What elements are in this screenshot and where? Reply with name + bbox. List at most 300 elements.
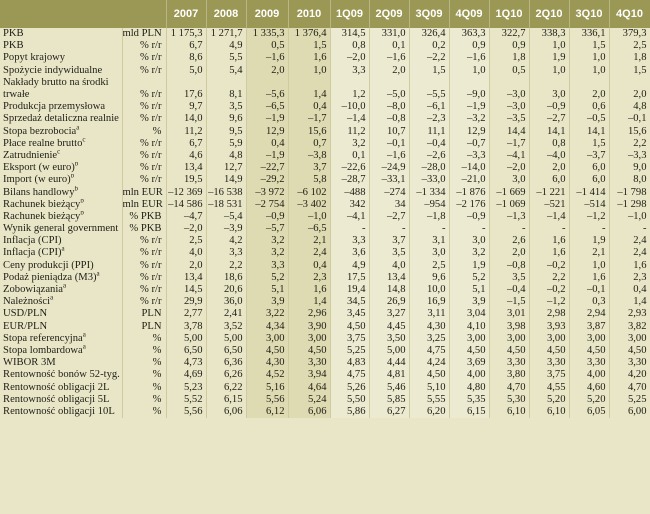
value-cell: 3,9	[246, 296, 288, 308]
value-cell: –0,9	[449, 211, 489, 223]
value-cell: –0,9	[529, 101, 569, 113]
value-cell: –2,0	[489, 162, 529, 174]
row-label	[0, 89, 122, 101]
row-label-text: Popyt krajowy	[3, 52, 66, 64]
value-cell: –12 369	[166, 186, 206, 198]
value-cell: 0,7	[288, 138, 330, 150]
value-cell: 6,10	[529, 406, 569, 418]
row-label-text: Inflacja (CPI)	[3, 235, 62, 247]
column-header: 4Q09	[449, 0, 489, 28]
value-cell: 2,0	[246, 65, 288, 77]
value-cell: 2,94	[569, 308, 609, 320]
value-cell: –3,9	[206, 223, 246, 235]
table-row	[0, 260, 650, 272]
table-row	[0, 406, 650, 418]
table-row	[0, 162, 650, 174]
value-cell: –1,6	[369, 150, 409, 162]
value-cell: –1,8	[409, 211, 449, 223]
value-cell: 3,00	[449, 333, 489, 345]
value-cell: 3,30	[288, 357, 330, 369]
value-cell: –4,7	[166, 211, 206, 223]
value-cell: 6,0	[529, 174, 569, 186]
row-label-text: USD/PLN	[3, 308, 48, 320]
table-row	[0, 308, 650, 320]
value-cell: –0,2	[529, 260, 569, 272]
row-label	[0, 394, 122, 406]
row-label-text: Rachunek bieżący	[3, 198, 81, 210]
value-cell: 4,50	[569, 345, 609, 357]
value-cell: –6,5	[288, 223, 330, 235]
value-cell: 2,2	[529, 272, 569, 284]
row-label-text: Stopa bezrobocia	[3, 125, 77, 137]
row-unit: % r/r	[122, 260, 166, 272]
value-cell: –1 414	[569, 186, 609, 198]
value-cell: 331,0	[369, 28, 409, 40]
value-cell: 6,7	[166, 40, 206, 52]
value-cell: –1,0	[288, 211, 330, 223]
footnote-marker: a	[96, 271, 100, 278]
value-cell: 5,20	[529, 394, 569, 406]
row-label	[0, 223, 122, 235]
value-cell	[489, 77, 529, 89]
value-cell: 5,5	[206, 52, 246, 64]
value-cell: –33,1	[369, 174, 409, 186]
row-label	[0, 345, 122, 357]
row-label-text: WIBOR 3M	[3, 357, 56, 369]
value-cell: -	[609, 223, 650, 235]
row-label-text: Zobowiązania	[3, 284, 64, 296]
value-cell: 10,7	[369, 126, 409, 138]
value-cell: 3,9	[449, 296, 489, 308]
table-row	[0, 52, 650, 64]
row-unit: % r/r	[122, 52, 166, 64]
value-cell: 4,50	[288, 345, 330, 357]
value-cell: 11,2	[166, 126, 206, 138]
row-label-text: Inflacja (CPI)	[3, 247, 62, 259]
value-cell: 1,0	[529, 40, 569, 52]
value-cell: 1,5	[288, 40, 330, 52]
value-cell: 5,2	[246, 272, 288, 284]
row-label	[0, 186, 122, 198]
row-unit: PLN	[122, 308, 166, 320]
value-cell: –1,9	[449, 101, 489, 113]
row-label-text: Bilans handlowy	[3, 186, 75, 198]
value-cell: 3,30	[529, 357, 569, 369]
table-row	[0, 247, 650, 259]
value-cell	[409, 77, 449, 89]
value-cell: –1 221	[529, 186, 569, 198]
value-cell: 3,27	[369, 308, 409, 320]
value-cell: 9,6	[206, 113, 246, 125]
value-cell: 4,6	[166, 150, 206, 162]
value-cell: –2,3	[409, 113, 449, 125]
value-cell: 11,2	[330, 126, 369, 138]
value-cell: 3,5	[206, 101, 246, 113]
value-cell: 1,5	[569, 138, 609, 150]
value-cell: 14,8	[369, 284, 409, 296]
value-cell: 0,4	[288, 101, 330, 113]
value-cell: 3,1	[409, 235, 449, 247]
row-label	[0, 40, 122, 52]
value-cell: –2,7	[529, 113, 569, 125]
value-cell: 0,4	[609, 284, 650, 296]
value-cell	[369, 77, 409, 89]
row-label-text: Stopa lombardowa	[3, 344, 83, 356]
row-label	[0, 406, 122, 418]
value-cell: 4,64	[288, 381, 330, 393]
value-cell: 5,1	[246, 284, 288, 296]
row-label	[0, 77, 122, 89]
value-cell: –2,0	[166, 223, 206, 235]
row-unit: % r/r	[122, 162, 166, 174]
value-cell: –1,9	[246, 150, 288, 162]
value-cell: 14,0	[166, 113, 206, 125]
value-cell: 5,46	[369, 381, 409, 393]
value-cell: 4,50	[330, 321, 369, 333]
row-unit: %	[122, 369, 166, 381]
row-label-text: Sprzedaż detaliczna realnie	[3, 113, 119, 125]
value-cell: –1,9	[246, 113, 288, 125]
value-cell: 6,06	[206, 406, 246, 418]
value-cell: 2,1	[288, 235, 330, 247]
value-cell: 5,4	[206, 65, 246, 77]
row-unit: mln EUR	[122, 199, 166, 211]
value-cell: 2,4	[609, 247, 650, 259]
value-cell: 3,3	[330, 65, 369, 77]
value-cell: –5,6	[246, 89, 288, 101]
value-cell: 14,1	[569, 126, 609, 138]
value-cell: 18,6	[206, 272, 246, 284]
value-cell: 4,10	[449, 321, 489, 333]
value-cell: 5,56	[246, 394, 288, 406]
value-cell: 6,20	[409, 406, 449, 418]
column-header: 2008	[206, 0, 246, 28]
value-cell: 4,00	[449, 369, 489, 381]
row-label-text: Podaż pieniądza (M3)	[3, 271, 97, 283]
value-cell: 12,7	[206, 162, 246, 174]
value-cell: –2 176	[449, 199, 489, 211]
value-cell: 0,8	[330, 40, 369, 52]
value-cell: –3,5	[489, 113, 529, 125]
row-unit: %	[122, 333, 166, 345]
value-cell: 0,5	[489, 65, 529, 77]
value-cell: 11,1	[409, 126, 449, 138]
value-cell: 3,90	[288, 321, 330, 333]
value-cell: 3,00	[246, 333, 288, 345]
value-cell: 2,6	[489, 235, 529, 247]
row-label-text: Rentowność obligacji 5L	[3, 393, 110, 405]
value-cell: 4,34	[246, 321, 288, 333]
footnote-marker: a	[63, 283, 67, 290]
value-cell: –1,5	[489, 296, 529, 308]
value-cell: –1,2	[529, 296, 569, 308]
value-cell: –0,1	[569, 284, 609, 296]
value-cell: 2,0	[166, 260, 206, 272]
value-cell: 0,4	[288, 260, 330, 272]
value-cell: –0,2	[529, 284, 569, 296]
value-cell: 4,24	[409, 357, 449, 369]
value-cell: 2,5	[609, 40, 650, 52]
value-cell: 1,6	[529, 247, 569, 259]
row-label	[0, 52, 122, 64]
footnote-marker: c	[57, 149, 61, 156]
value-cell: –1,6	[449, 52, 489, 64]
value-cell: 4,80	[449, 381, 489, 393]
row-label-text: Rentowność bonów 52-tyg.	[3, 369, 120, 381]
value-cell	[288, 77, 330, 89]
value-cell: 0,1	[369, 40, 409, 52]
value-cell: 4,45	[369, 321, 409, 333]
value-cell	[330, 77, 369, 89]
value-cell: –2,6	[409, 150, 449, 162]
value-cell: 3,00	[569, 333, 609, 345]
value-cell: –0,1	[369, 138, 409, 150]
value-cell: 3,0	[449, 235, 489, 247]
value-cell: 6,15	[206, 394, 246, 406]
value-cell: 2,0	[489, 247, 529, 259]
value-cell: 3,0	[409, 247, 449, 259]
value-cell: -	[369, 223, 409, 235]
value-cell: 3,0	[489, 174, 529, 186]
row-label	[0, 113, 122, 125]
value-cell: 3,3	[330, 235, 369, 247]
row-unit: %	[122, 345, 166, 357]
table-row	[0, 284, 650, 296]
value-cell: 1,0	[288, 65, 330, 77]
value-cell: 9,7	[166, 101, 206, 113]
value-cell: –1,7	[489, 138, 529, 150]
row-label-text: Zatrudnienie	[3, 149, 58, 161]
value-cell: 6,0	[569, 174, 609, 186]
value-cell: 1,9	[449, 260, 489, 272]
row-label	[0, 381, 122, 393]
row-label-text: Rachunek bieżący	[3, 210, 81, 222]
value-cell: –8,0	[369, 101, 409, 113]
value-cell: 4,0	[369, 260, 409, 272]
value-cell: 17,5	[330, 272, 369, 284]
value-cell: 4,69	[166, 369, 206, 381]
value-cell: –18 531	[206, 199, 246, 211]
row-label-text: Rentowność obligacji 10L	[3, 405, 115, 417]
row-unit: % r/r	[122, 296, 166, 308]
value-cell: 6,36	[206, 357, 246, 369]
value-cell: 1 271,7	[206, 28, 246, 40]
value-cell: 5,9	[206, 138, 246, 150]
row-label-text: Produkcja przemysłowa	[3, 101, 106, 113]
header-blank-cell	[0, 0, 166, 28]
value-cell: 0,2	[409, 40, 449, 52]
value-cell: 0,6	[569, 101, 609, 113]
value-cell: 3,2	[449, 247, 489, 259]
value-cell: 363,3	[449, 28, 489, 40]
value-cell: 3,52	[206, 321, 246, 333]
value-cell: 4,60	[569, 381, 609, 393]
table-row	[0, 101, 650, 113]
value-cell	[609, 77, 650, 89]
value-cell: –21,0	[449, 174, 489, 186]
row-label-text: Nakłady brutto na środki	[3, 76, 109, 88]
table-row	[0, 272, 650, 284]
value-cell: 6,15	[449, 406, 489, 418]
row-unit: % r/r	[122, 247, 166, 259]
row-label-text: Wynik general government	[3, 223, 119, 235]
value-cell: 2,93	[609, 308, 650, 320]
value-cell: 8,1	[206, 89, 246, 101]
row-label	[0, 235, 122, 247]
value-cell: –0,4	[409, 138, 449, 150]
row-label	[0, 321, 122, 333]
value-cell: –1,0	[609, 211, 650, 223]
table-row	[0, 357, 650, 369]
value-cell: 6,06	[288, 406, 330, 418]
table-row	[0, 174, 650, 186]
row-unit: % r/r	[122, 150, 166, 162]
value-cell: 4,50	[529, 345, 569, 357]
value-cell: 342	[330, 199, 369, 211]
table-row	[0, 186, 650, 198]
table-row	[0, 113, 650, 125]
row-unit: % r/r	[122, 272, 166, 284]
value-cell: 3,22	[246, 308, 288, 320]
row-label-text: trwałe	[3, 89, 30, 101]
value-cell: 4,50	[246, 345, 288, 357]
value-cell: 3,87	[569, 321, 609, 333]
header-row	[0, 0, 650, 28]
value-cell: 1 335,3	[246, 28, 288, 40]
table-row	[0, 333, 650, 345]
value-cell: 4,55	[529, 381, 569, 393]
value-cell	[449, 77, 489, 89]
footnote-marker: b	[70, 174, 75, 180]
value-cell: 3,93	[529, 321, 569, 333]
row-label	[0, 101, 122, 113]
value-cell: 3,00	[489, 333, 529, 345]
value-cell: –3 402	[288, 199, 330, 211]
row-label-text: Eksport (w euro)	[3, 162, 75, 174]
value-cell: –0,8	[489, 260, 529, 272]
row-unit: %	[122, 357, 166, 369]
value-cell: 2,77	[166, 308, 206, 320]
value-cell: –14 586	[166, 199, 206, 211]
value-cell: 3,00	[609, 333, 650, 345]
row-label	[0, 308, 122, 320]
value-cell: 4,0	[166, 247, 206, 259]
value-cell: 3,6	[330, 247, 369, 259]
value-cell: 17,6	[166, 89, 206, 101]
value-cell: 19,4	[330, 284, 369, 296]
row-unit: % r/r	[122, 89, 166, 101]
value-cell: 14,1	[529, 126, 569, 138]
row-unit: % r/r	[122, 65, 166, 77]
row-label-text: Rentowność obligacji 2L	[3, 381, 110, 393]
table-row	[0, 223, 650, 235]
value-cell: 3,5	[369, 247, 409, 259]
value-cell: –1,4	[330, 113, 369, 125]
value-cell: 5,85	[369, 394, 409, 406]
value-cell: 5,25	[609, 394, 650, 406]
value-cell: 1,2	[330, 89, 369, 101]
value-cell: 5,16	[246, 381, 288, 393]
value-cell: 4,50	[409, 369, 449, 381]
value-cell: 5,2	[449, 272, 489, 284]
row-unit: % PKB	[122, 223, 166, 235]
value-cell: 4,20	[609, 369, 650, 381]
value-cell: -	[569, 223, 609, 235]
row-unit: %	[122, 406, 166, 418]
value-cell: 5,23	[166, 381, 206, 393]
column-header: 1Q10	[489, 0, 529, 28]
value-cell: 1 175,3	[166, 28, 206, 40]
value-cell: 3,0	[529, 89, 569, 101]
value-cell: 338,3	[529, 28, 569, 40]
value-cell: 5,0	[166, 65, 206, 77]
table-row	[0, 89, 650, 101]
value-cell: 322,7	[489, 28, 529, 40]
value-cell: 1,8	[489, 52, 529, 64]
value-cell	[166, 77, 206, 89]
value-cell: 1,6	[569, 272, 609, 284]
value-cell: –4,1	[330, 211, 369, 223]
value-cell: 2,2	[609, 138, 650, 150]
value-cell: 0,4	[246, 138, 288, 150]
table-row	[0, 235, 650, 247]
value-cell: 2,3	[288, 272, 330, 284]
row-label	[0, 247, 122, 259]
value-cell: 2,0	[369, 65, 409, 77]
value-cell: –3,3	[609, 150, 650, 162]
value-cell: -	[330, 223, 369, 235]
column-header: 2010	[288, 0, 330, 28]
value-cell: 0,9	[449, 40, 489, 52]
value-cell: –2,7	[369, 211, 409, 223]
value-cell: –0,9	[246, 211, 288, 223]
value-cell: 3,80	[489, 369, 529, 381]
value-cell: –274	[369, 186, 409, 198]
footnote-marker: b	[80, 198, 84, 205]
value-cell: –0,7	[449, 138, 489, 150]
row-unit: % r/r	[122, 284, 166, 296]
row-label-text: EUR/PLN	[3, 320, 48, 332]
value-cell: 1,0	[569, 260, 609, 272]
value-cell: –14,0	[449, 162, 489, 174]
value-cell: 3,3	[206, 247, 246, 259]
value-cell: –24,9	[369, 162, 409, 174]
value-cell: 3,2	[246, 235, 288, 247]
column-header: 4Q10	[609, 0, 650, 28]
value-cell: 6,10	[489, 406, 529, 418]
value-cell: –5,5	[409, 89, 449, 101]
footnote-marker: a	[82, 344, 86, 351]
value-cell: 5,00	[166, 333, 206, 345]
row-unit: % r/r	[122, 113, 166, 125]
value-cell: 2,4	[609, 235, 650, 247]
column-header: 3Q09	[409, 0, 449, 28]
value-cell: 8,0	[609, 174, 650, 186]
value-cell: –29,2	[246, 174, 288, 186]
row-unit: % r/r	[122, 138, 166, 150]
value-cell: 4,50	[489, 345, 529, 357]
value-cell: 5,52	[166, 394, 206, 406]
value-cell: 2,5	[409, 260, 449, 272]
value-cell: 5,55	[409, 394, 449, 406]
row-unit: %	[122, 381, 166, 393]
value-cell: 4,9	[206, 40, 246, 52]
table-row	[0, 321, 650, 333]
value-cell: 34	[369, 199, 409, 211]
value-cell: 5,26	[330, 381, 369, 393]
value-cell: 5,35	[449, 394, 489, 406]
value-cell: 1,0	[449, 65, 489, 77]
